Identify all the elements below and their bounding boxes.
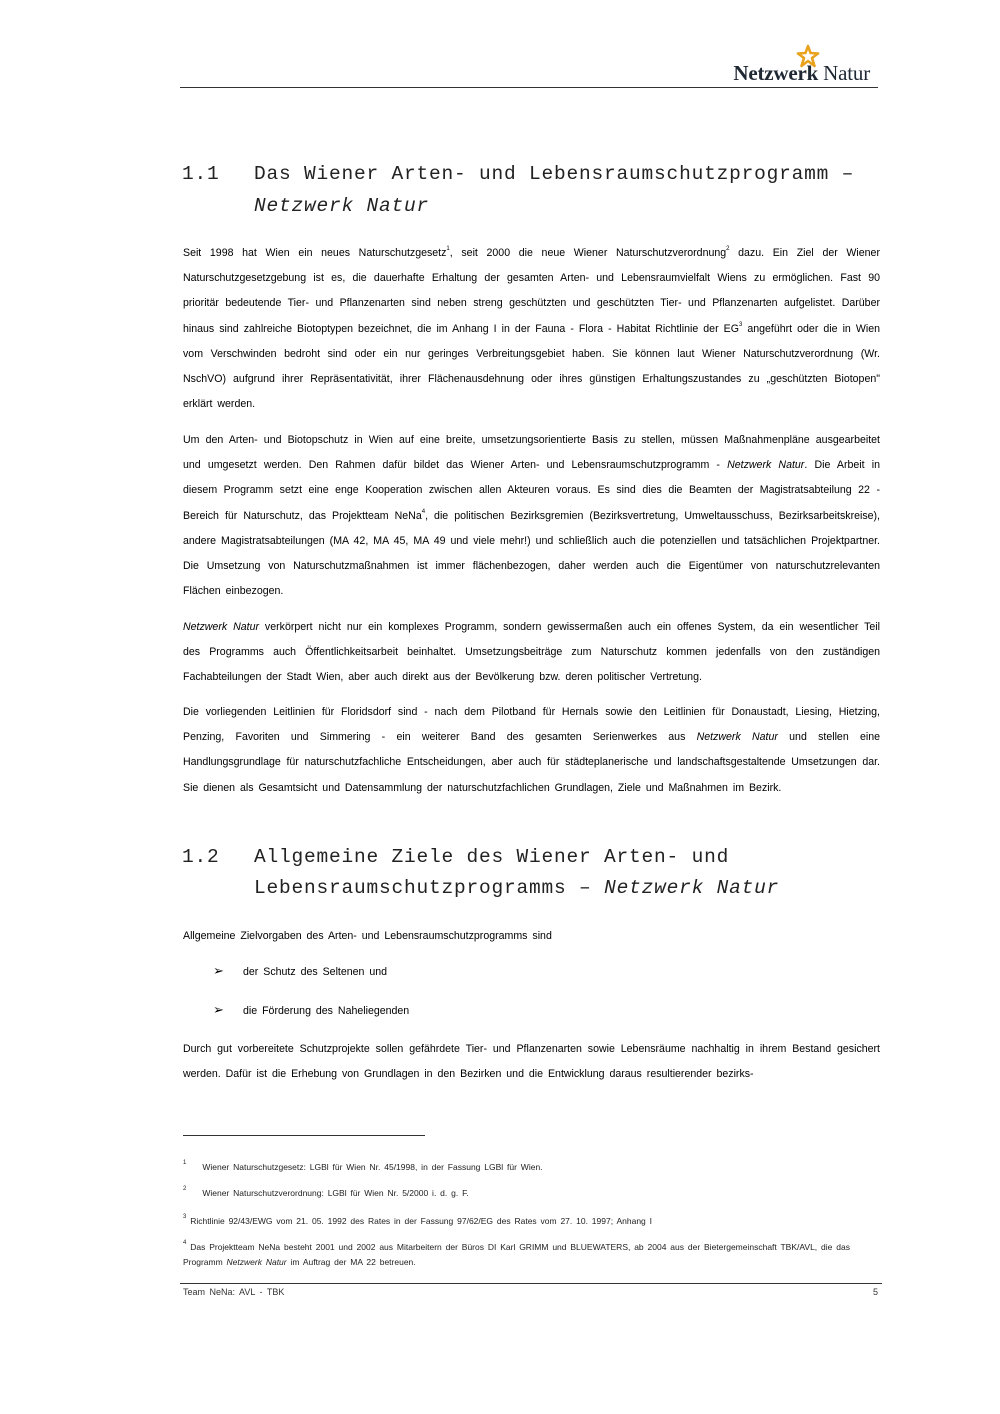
section-number: 1.1	[182, 163, 220, 185]
footnote-4: $^4$ Das Projektteam NeNa besteht 2001 und 2002 aus Mitarbeitern der Büros DI Karl GRIMM und BLUEWATERS, ab 2004 aus der Bietergemeinschaft TBK/AVL, die das Programm Netzwerk Natur im Auftrag der MA 22 betreuen.	[183, 1240, 850, 1267]
netzwerk-natur-logo	[710, 44, 870, 84]
section-heading-1-2	[182, 846, 729, 868]
footer-team: Team NeNa: AVL - TBK	[183, 1287, 285, 1297]
page-number: 5	[872, 1287, 878, 1297]
paragraph-4: Die vorliegenden Leitlinien für Floridsdorf sind - nach dem Pilotband für Hernals sowie den Leitlinien für Donaustadt, Liesing, Hietzing, Penzing, Favoriten und Simmering - ein weiterer Band des gesamten Serienwerkes aus Netzwerk Natur und stellen eine Handlungsgrundlage für naturschutzfachliche Entscheidungen, aber auch für städteplanerische und landschaftsgestaltende Umsetzungen dar. Sie dienen als Gesamtsicht und Datensammlung der naturschutzfachlichen Grundlagen, Ziele und Maßnahmen im Bezirk.	[183, 706, 880, 794]
paragraph-5: Allgemeine Zielvorgaben des Arten- und Lebensraumschutzprogramms sind	[183, 930, 552, 942]
section-title-line1: Allgemeine Ziele des Wiener Arten- und	[254, 846, 730, 868]
footer-divider	[180, 1283, 882, 1284]
arrow-bullet-icon: ➢	[213, 1002, 224, 1017]
footnote-2: $^2$ Wiener Naturschutzverordnung: LGBl für Wien Nr. 5/2000 i. d. g. F.	[183, 1186, 469, 1198]
logo-text-regular: Natur	[823, 61, 870, 85]
section-title-line2: Netzwerk Natur	[254, 195, 430, 217]
bullet-item-1: ➢ der Schutz des Seltenen und	[213, 963, 388, 978]
arrow-bullet-icon: ➢	[213, 963, 224, 978]
section-title-line2: Lebensraumschutzprogramms –	[254, 877, 605, 899]
section-number: 1.2	[182, 846, 220, 868]
footnote-3: $^3$ Richtlinie 92/43/EWG vom 21. 05. 1992 des Rates in der Fassung 97/62/EG des Rates vom 27. 10. 1997; Anhang I	[183, 1214, 653, 1226]
footnote-1: $^1$ Wiener Naturschutzgesetz: LGBl für Wien Nr. 45/1998, in der Fassung LGBl für Wien.	[183, 1160, 543, 1172]
paragraph-1: Seit 1998 hat Wien ein neues Naturschutzgesetz$^1$, seit 2000 die neue Wiener Naturschutzverordnung$^2$ dazu. Ein Ziel der Wiener Naturschutzgesetzgebung ist es, die dauerhafte Erhaltung der gesamten Arten- und Lebensraumvielfalt Wiens zu ermöglichen. Fast 90 prioritär bedeutende Tier- und Pflanzenarten sind neben streng geschützten und geschützten Tier- und Pflanzenarten aufgelistet. Darüber hinaus sind zahlreiche Biotoptypen bezeichnet, die im Anhang I in der Fauna - Flora - Habitat Richtlinie der $EG^3$ angeführt oder die in Wien vom Verschwinden bedroht sind oder ein nur geringes Verbreitungsgebiet haben. Sie können laut Wiener Naturschutzverordnung (Wr. NschVO) aufgrund ihrer Repräsentativität, ihrer Flächenausdehnung oder ihres günstigen Erhaltungszustandes zu „geschützten Biotopen" erklärt werden.	[183, 246, 880, 411]
logo-text	[733, 61, 870, 86]
section-title-line2-italic: Netzwerk Natur	[604, 877, 780, 899]
logo-text-bold: Netzwerk	[733, 61, 819, 85]
footnote-separator	[183, 1135, 425, 1136]
footnote-ref-4: 4	[421, 508, 426, 515]
footnote-ref-3: 3	[738, 321, 743, 328]
section-heading-1-1-cont	[182, 195, 429, 217]
section-title-line1: Das Wiener Arten- und Lebensraumschutzprogramm –	[254, 163, 855, 185]
bullet-item-2: ➢ die Förderung des Naheliegenden	[213, 1002, 410, 1017]
section-heading-1-1	[182, 163, 854, 185]
header-divider	[180, 87, 878, 88]
paragraph-2: Um den Arten- und Biotopschutz in Wien auf eine breite, umsetzungsorientierte Basis zu stellen, müssen Maßnahmenpläne ausgearbeitet und umgesetzt werden. Den Rahmen dafür bildet das Wiener Arten- und Lebensraumschutzprogramm - Netzwerk Natur. Die Arbeit in diesem Programm setzt eine enge Kooperation zwischen allen Akteuren voraus. Es sind dies die Beamten der Magistratsabteilung 22 - Bereich für Naturschutz, das Projektteam NeNa$^4$, die politischen Bezirksgremien (Bezirksvertretung, Umweltausschuss, Bezirksarbeitskreise), andere Magistratsabteilungen (MA 42, MA 45, MA 49 und viele mehr!) und schließlich auch die potenziellen und tatsächlichen Projektpartner. Die Umsetzung von Naturschutzmaßnahmen ist immer flächenbezogen, daher werden auch die Eigentümer von naturschutzrelevanten Flächen einbezogen.	[183, 434, 880, 598]
footnote-ref-1: 1	[446, 246, 450, 252]
paragraph-6: Durch gut vorbereitete Schutzprojekte sollen gefährdete Tier- und Pflanzenarten sowie Lebensräume nachhaltig in ihrem Bestand gesichert werden. Dafür ist die Erhebung von Grundlagen in den Bezirken und die Entwicklung daraus resultierender bezirks-	[183, 1043, 880, 1081]
section-heading-1-2-cont	[182, 877, 779, 899]
paragraph-3: Netzwerk Natur verkörpert nicht nur ein komplexes Programm, sondern gewissermaßen auch ein offenes System, da ein wesentlicher Teil des Programms auch Öffentlichkeitsarbeit beinhaltet. Umsetzungsbeiträge zum Naturschutz kommen jedenfalls von den zuständigen Fachabteilungen der Stadt Wien, aber auch direkt aus der Bevölkerung bzw. deren politischer Vertretung.	[183, 621, 881, 684]
footnote-ref-2: 2	[726, 246, 730, 252]
